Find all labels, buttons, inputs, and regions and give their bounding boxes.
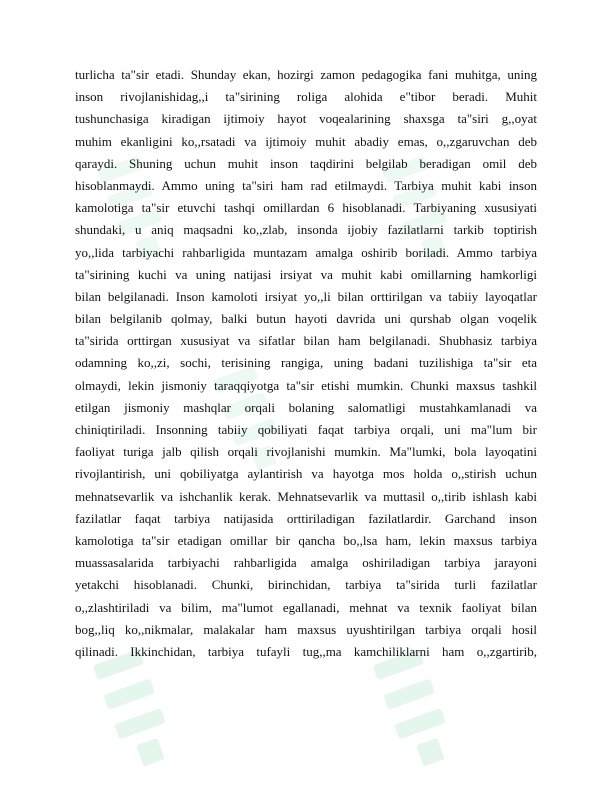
text-line: qilinadi. Ikkinchidan, tarbiya tufayli tug,,ma kamchiliklarni ham o,,zgartirib, [75,643,537,659]
text-line: olmaydi, lekin jismoniy taraqqiyotga ta"sir etishi mumkin. Chunki maxsus tashkil [75,377,537,393]
text-line: yetakchi hisoblanadi. Chunki, birinchidan, tarbiya ta"sirida turli fazilatlar [75,577,537,593]
text-line: hisoblanmaydi. Ammo uning ta"siri ham rad etilmaydi. Tarbiya muhit kabi inson [75,177,537,193]
text-line: turlicha ta"sir etadi. Shunday ekan, hozirgi zamon pedagogika fani muhitga, uning [75,67,537,82]
body-text [75,64,537,663]
text-line: qaraydi. Shuning uchun muhit inson taqdirini belgilab beradigan omil deb [75,155,537,171]
text-line: kamolotiga ta"sir etuvchi tashqi omillardan 6 hisoblanadi. Tarbiyaning xususiyati [75,200,537,216]
text-line: chiniqtiriladi. Insonning tabiiy qobiliyati faqat tarbiya orqali, uni ma"lum bir [75,422,537,437]
text-line: kamolotiga ta"sir etadigan omillar bir qancha bo,,lsa ham, lekin maxsus tarbiya [75,532,537,548]
text-line: shundaki, u aniq maqsadni ko,,zlab, insonda ijobiy fazilatlarni tarkib toptirish [75,222,537,238]
text-line: bilan belgilanadi. Inson kamoloti irsiyat yo,,li bilan orttirilgan va tabiiy layoqatlar [75,288,537,304]
text-line: muhim ekanligini ko,,rsatadi va ijtimoiy muhit abadiy emas, o,,zgaruvchan deb [75,133,537,149]
text-line: o,,zlashtiriladi va bilim, ma"lumot egallanadi, mehnat va texnik faoliyat bilan [75,599,537,615]
text-line: bilan belgilanib qolmay, balki butun hayoti davrida uni qurshab olgan voqelik [75,311,537,327]
text-line: etilgan jismoniy mashqlar orqali bolaning salomatligi mustahkamlanadi va [75,399,537,415]
text-line: faoliyat turiga jalb qilish orqali rivojlanishi mumkin. Ma"lumki, bola layoqatini [75,444,537,460]
text-line: tushunchasiga kiradigan ijtimoiy hayot voqealarining shaxsga ta"siri g,,oyat [75,111,537,127]
text-line: yo,,lida tarbiyachi rahbarligida muntazam amalga oshirib boriladi. Ammo tarbiya [75,244,537,260]
text-line: odamning ko,,zi, sochi, terisining rangiga, uning badani tuzilishiga ta"sir eta [75,355,537,371]
text-line: ta"sirining kuchi va uning natijasi irsiyat va muhit kabi omillarning hamkorligi [75,266,537,282]
text-line: inson rivojlanishidag,,i ta"sirining roliga alohida e"tibor beradi. Muhit [75,89,537,105]
text-line: rivojlantirish, uni qobiliyatga aylantirish va hayotga mos holda o,,stirish uchun [75,466,537,482]
text-line: muassasalarida tarbiyachi rahbarligida amalga oshiriladigan tarbiya jarayoni [75,555,537,571]
text-line: mehnatsevarlik va ishchanlik kerak. Mehnatsevarlik va muttasil o,,tirib ishlash kabi [75,488,537,504]
text-line: ta"sirida orttirgan xususiyat va sifatlar bilan ham belgilanadi. Shubhasiz tarbiya [75,333,537,349]
text-line: fazilatlar faqat tarbiya natijasida orttiriladigan fazilatlardir. Garchand inson [75,510,537,526]
text-line: bog,,liq ko,,nikmalar, malakalar ham maxsus uyushtirilgan tarbiya orqali hosil [75,621,537,637]
